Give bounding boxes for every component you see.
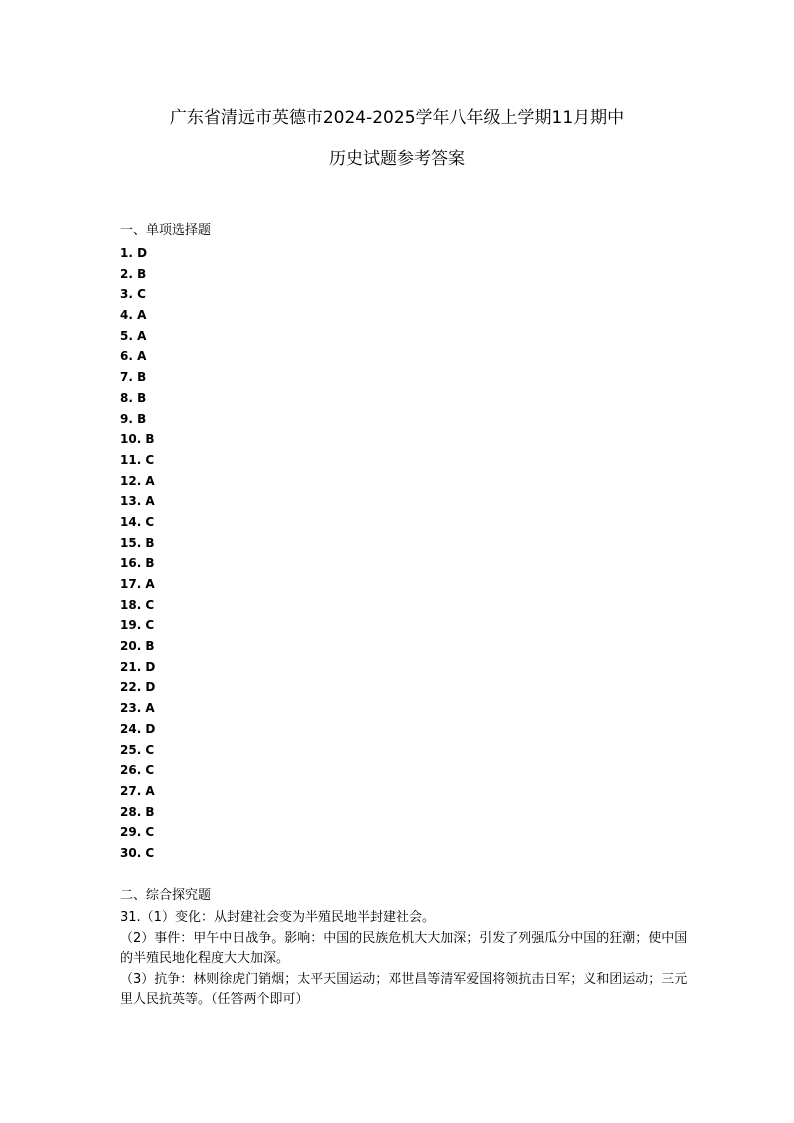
answer-list: [120, 244, 155, 865]
answer-item: 16. B: [120, 556, 155, 571]
answer-item: 29. C: [120, 825, 155, 840]
answer-item: 27. A: [120, 783, 155, 798]
question-31-part-3: （3）抗争：林则徐虎门销烟；太平天国运动；邓世昌等清军爱国将领抗击日军；义和团运动；三元里人民抗英等。（任答两个即可）: [120, 972, 688, 1007]
answer-item: 7. B: [120, 370, 147, 385]
answer-item: 9. B: [120, 411, 147, 426]
answer-item: 3. C: [120, 287, 146, 302]
answer-item: 4. A: [120, 308, 147, 323]
answer-item: 26. C: [120, 763, 155, 778]
document-title-line-2: 历史试题参考答案: [329, 149, 465, 169]
answer-item: 19. C: [120, 618, 155, 633]
answer-item: 15. B: [120, 535, 155, 550]
answer-item: 8. B: [120, 390, 147, 405]
question-31-part-2: （2）事件：甲午中日战争。影响：中国的民族危机大大加深；引发了列强瓜分中国的狂潮；使中国的半殖民地化程度大大加深。: [120, 931, 688, 966]
answer-item: 24. D: [120, 721, 156, 736]
section-2-heading: 二、综合探究题: [120, 888, 212, 903]
answer-item: 21. D: [120, 659, 156, 674]
answer-item: 20. B: [120, 639, 155, 654]
answer-item: 23. A: [120, 701, 155, 716]
answer-item: 5. A: [120, 328, 147, 343]
answer-item: 11. C: [120, 452, 155, 467]
answer-item: 17. A: [120, 577, 155, 591]
answer-item: 22. D: [120, 680, 156, 695]
answer-item: 10. B: [120, 432, 155, 447]
answer-item: 14. C: [120, 514, 155, 529]
answer-item: 30. C: [120, 845, 155, 860]
answer-item: 12. A: [120, 473, 155, 488]
document-title-line-1: 广东省清远市英德市2024-2025学年八年级上学期11月期中: [169, 108, 625, 128]
section-1-heading: 一、单项选择题: [120, 223, 212, 238]
question-31-part-1: 31.（1）变化：从封建社会变为半殖民地半封建社会。: [120, 910, 435, 925]
answer-item: 6. A: [120, 349, 147, 364]
answer-item: 2. B: [120, 266, 147, 281]
answer-item: 13. A: [120, 494, 155, 509]
answer-item: 18. C: [120, 597, 155, 612]
answer-item: 28. B: [120, 804, 155, 819]
answer-item: 25. C: [120, 742, 155, 757]
answer-item: 1. D: [120, 246, 148, 260]
